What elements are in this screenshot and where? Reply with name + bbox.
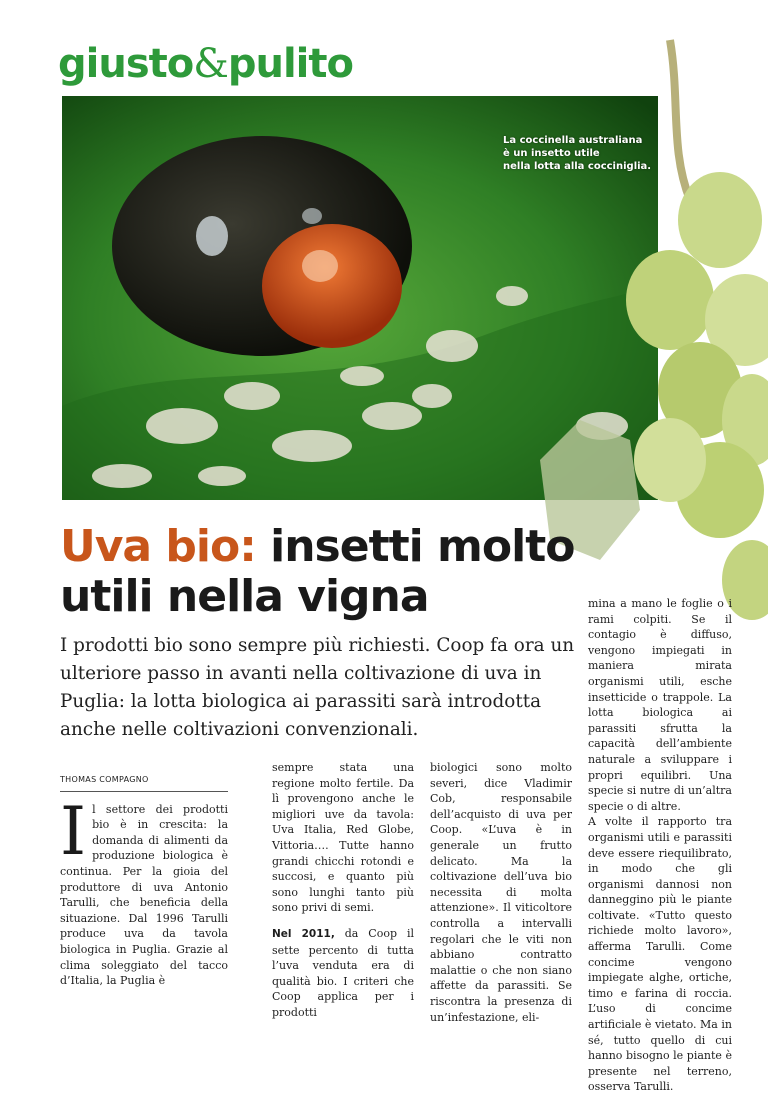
article-column-4 [588,596,732,1095]
masthead-part2: pulito [227,41,353,87]
photo-caption-line: La coccinella australiana [503,135,643,146]
dropcap: I [60,792,87,870]
paragraph-text: da Coop il sette percento di tutta l’uva venduta era di qualità bio. I criteri che Coop applica per i prodotti [272,926,414,1019]
byline: THOMAS COMPAGNO [60,772,228,792]
article-paragraph: A volte il rapporto tra organismi utili e parassiti deve essere riequilibrato, in modo che gli organismi dannosi non danneggino più le piante coltivate. «Tutto questo richiede molto lavoro», afferma Tarulli. Come concime vengono impiegate alghe, ortiche, timo e farina di roccia. L’uso di concime artificiale è vietato. Ma in sé, tutto quello di cui hanno bisogno le piante è presente nel terreno, osserva Tarulli. [588,815,732,1094]
paragraph-lead: Nel 2011, [272,927,335,940]
article-column-1 [60,772,228,989]
masthead [58,40,353,88]
article-paragraph [272,926,414,1021]
masthead-part1: giusto [58,41,194,87]
deck: I prodotti bio sono sempre più richiesti. Coop fa ora un ulteriore passo in avanti nella coltivazione di uva in Puglia: la lotta biologica ai parassiti sarà introdotta anche nelle coltivazioni convenzionali. [60,635,575,740]
masthead-ampersand: & [193,41,228,87]
article-paragraph: sempre stata una regione molto fertile. Da lì provengono anche le migliori uve da tavola: Uva Italia, Red Globe, Vittoria…. Tutte hanno grandi chicchi rotondi e succosi, e quanto più sono lunghi tanto più sono privi di semi. [272,761,414,915]
paragraph-text: l settore dei prodotti bio è in crescita: la domanda di alimenti da produzione biologica è continua. Per la gioia del produttore di uva Antonio Tarulli, che beneficia della situazione. Dal 1996 Tarulli produce uva da tavola biologica in Puglia. Grazie al clima soleggiato del tacco d’Italia, la Puglia è [60,802,228,988]
article-paragraph: mina a mano le foglie o i rami colpiti. Se il contagio è diffuso, vengono impiegati in maniera mirata organismi utili, esche insetticide o trappole. La lotta biologica ai parassiti sfrutta la capacità dell’ambiente naturale a sviluppare i propri equilibri. Una specie si nutre di un’altra specie o di altre. [588,597,732,813]
article-paragraph: biologici sono molto severi, dice Vladimir Cob, responsabile dell’acquisto di uva per Coop. «L’uva è in generale un frutto delicato. Ma la coltivazione dell’uva bio necessita di molta attenzione». Il viticoltore controlla a intervalli regolari che le viti non abbiano contratto malattie o che non siano affette da parassiti. Se riscontra la presenza di un’infestazione, eli- [430,761,572,1024]
headline-rest: insetti molto utili nella vigna [60,521,575,622]
photo-caption-line: è un insetto utile [503,148,600,159]
headline-lead: Uva bio: [60,521,256,572]
article-column-2 [272,760,414,1021]
article-paragraph [60,792,228,989]
article-column-3 [430,760,572,1025]
photo-caption-line: nella lotta alla cocciniglia. [503,161,652,172]
headline [60,522,620,622]
